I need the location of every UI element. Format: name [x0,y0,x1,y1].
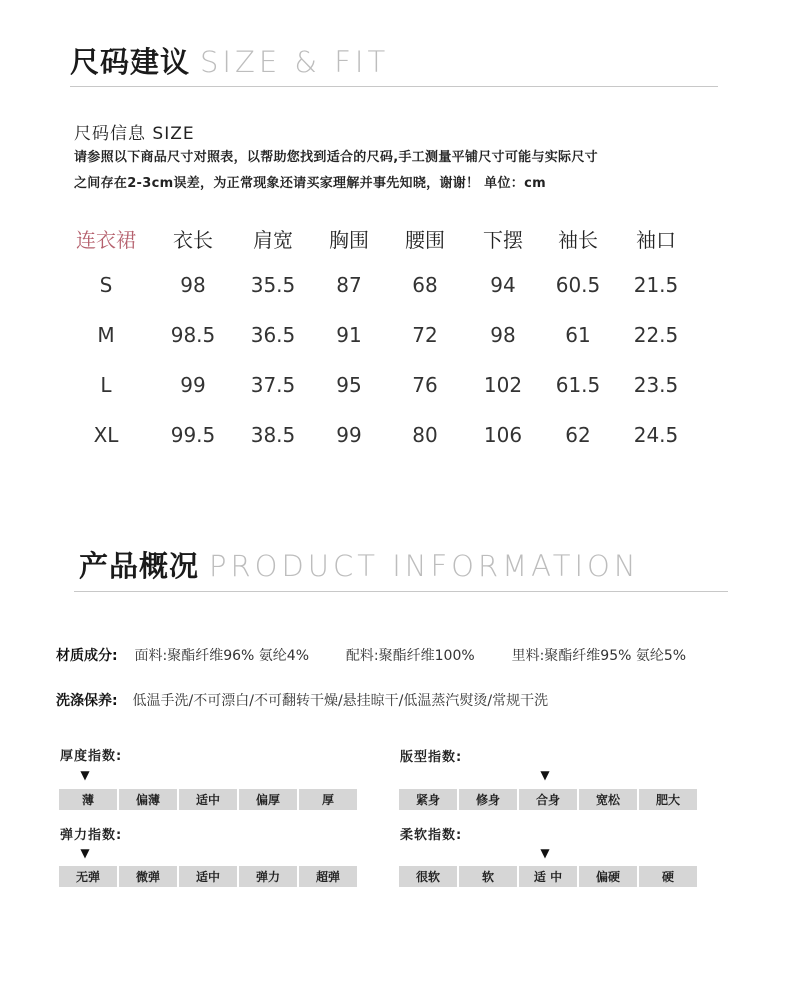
product-info-heading [79,544,640,585]
product-info-title-en: PRODUCT INFORMATION [209,549,640,583]
material-face: 面料:聚酯纤维96% 氨纶4% [134,648,310,664]
thickness-scale-option: 偏薄 [119,789,177,810]
size-fit-title-cn: 尺码建议 [70,45,191,79]
elasticity-scale-option: 超弹 [299,866,357,887]
softness-scale-option: 适 中 [519,866,577,887]
elasticity-scale-option: 适中 [179,866,237,887]
softness-marker-icon: ▼ [540,846,550,860]
table-cell: 61.5 [555,373,601,397]
table-size-label: L [100,373,112,397]
product-info-title-cn: 产品概况 [79,549,200,583]
size-fit-title-en: SIZE & FIT [200,45,390,79]
product-info-divider [74,591,728,592]
elasticity-scale-bar [59,866,357,887]
softness-scale-option: 软 [459,866,517,887]
fit-scale-label: 版型指数: [400,750,463,765]
size-info-title: 尺码信息 SIZE [74,124,195,144]
table-cell: 106 [483,423,523,447]
fit-marker-icon: ▼ [540,768,550,782]
table-cell: 21.5 [633,273,679,297]
elasticity-scale-label: 弹力指数: [60,828,123,843]
table-size-label: S [99,273,113,297]
table-header-cell: 连衣裙 [76,228,136,252]
thickness-scale-label: 厚度指数: [60,749,123,764]
thickness-scale-option: 适中 [179,789,237,810]
table-header-cell: 腰围 [405,228,445,252]
table-size-label: XL [93,423,119,447]
size-fit-divider [70,86,718,87]
table-cell: 62 [565,423,591,447]
material-label: 材质成分: [56,648,118,664]
fit-scale-bar [399,789,697,810]
table-cell: 60.5 [555,273,601,297]
table-cell: 72 [412,323,438,347]
table-cell: 91 [336,323,362,347]
table-header-cell: 胸围 [329,228,369,252]
elasticity-scale-option: 弹力 [239,866,297,887]
thickness-scale-bar [59,789,357,810]
table-cell: 99.5 [170,423,216,447]
table-cell: 99 [336,423,362,447]
table-cell: 95 [336,373,362,397]
table-cell: 37.5 [250,373,296,397]
thickness-scale-option: 偏厚 [239,789,297,810]
table-cell: 38.5 [250,423,296,447]
fit-scale-option: 肥大 [639,789,697,810]
softness-scale-option: 硬 [639,866,697,887]
care-text: 低温手洗/不可漂白/不可翻转干燥/悬挂晾干/低温蒸汽熨烫/常规干洗 [132,693,549,709]
size-fit-heading [70,40,389,81]
table-header-cell: 下摆 [483,228,523,252]
table-header-cell: 肩宽 [253,228,293,252]
table-header-cell: 衣长 [173,228,213,252]
fit-scale-option: 宽松 [579,789,637,810]
table-cell: 36.5 [250,323,296,347]
table-cell: 102 [483,373,523,397]
table-cell: 98 [490,323,516,347]
material-lining: 配料:聚酯纤维100% [345,648,475,664]
table-cell: 61 [565,323,591,347]
table-cell: 99 [180,373,206,397]
elasticity-scale-option: 微弹 [119,866,177,887]
table-header-cell: 袖长 [558,228,598,252]
table-cell: 22.5 [633,323,679,347]
material-inner: 里料:聚酯纤维95% 氨纶5% [511,648,687,664]
softness-scale-bar [399,866,697,887]
table-cell: 80 [412,423,438,447]
size-info-line-1: 请参照以下商品尺寸对照表，以帮助您找到适合的尺码,手工测量平铺尺寸可能与实际尺寸 [74,150,598,165]
fit-scale-option: 紧身 [399,789,457,810]
elasticity-marker-icon: ▼ [80,846,90,860]
fit-scale-option: 合身 [519,789,577,810]
care-label: 洗涤保养: [56,693,118,709]
fit-scale-option: 修身 [459,789,517,810]
softness-scale-option: 很软 [399,866,457,887]
table-cell: 76 [412,373,438,397]
care-line [56,690,548,710]
thickness-marker-icon: ▼ [80,768,90,782]
softness-scale-label: 柔软指数: [400,828,463,843]
table-cell: 98.5 [170,323,216,347]
table-cell: 24.5 [633,423,679,447]
table-cell: 68 [412,273,438,297]
table-header-cell: 袖口 [636,228,676,252]
table-cell: 35.5 [250,273,296,297]
elasticity-scale-option: 无弹 [59,866,117,887]
table-cell: 94 [490,273,516,297]
thickness-scale-option: 薄 [59,789,117,810]
thickness-scale-option: 厚 [299,789,357,810]
material-line [56,645,686,665]
table-size-label: M [97,323,115,347]
table-cell: 23.5 [633,373,679,397]
table-cell: 87 [336,273,362,297]
softness-scale-option: 偏硬 [579,866,637,887]
size-info-line-2: 之间存在2-3cm误差，为正常现象还请买家理解并事先知晓，谢谢！ 单位：cm [74,176,546,191]
table-cell: 98 [180,273,206,297]
